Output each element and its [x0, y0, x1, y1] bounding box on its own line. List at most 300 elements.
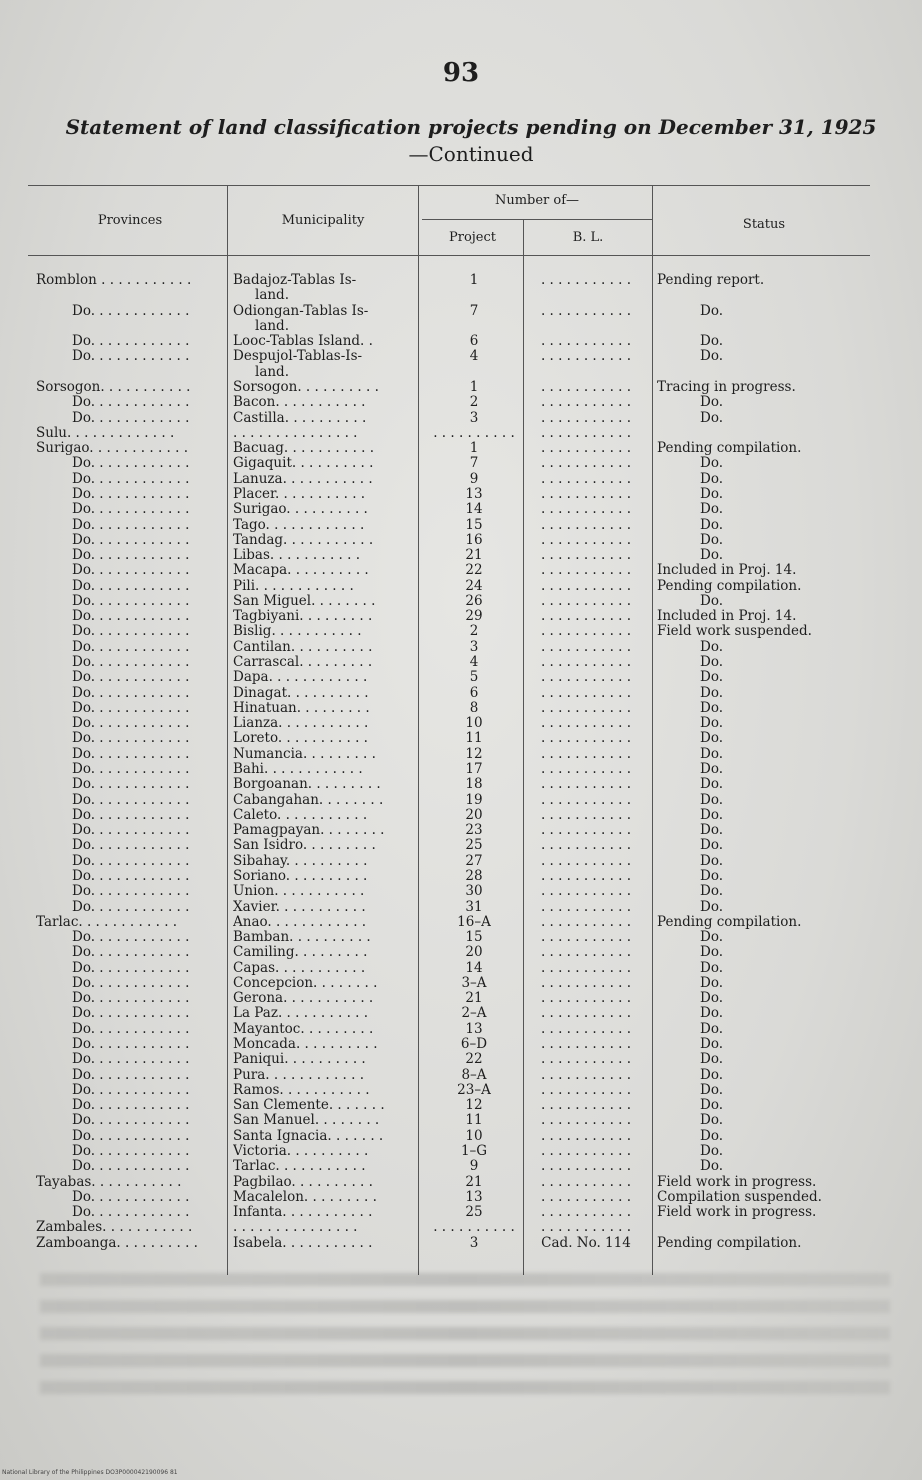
table-row — [0, 594, 922, 609]
municipality-cell: Odiongan-Tablas Is- — [233, 303, 369, 319]
project-cell: 7 — [469, 456, 479, 472]
province-cell: Do. . . . . . . . . . . . — [72, 1205, 190, 1221]
table-row — [0, 441, 922, 456]
bl-cell: . . . . . . . . . . . — [540, 1098, 632, 1114]
bl-cell: . . . . . . . . . . . — [540, 914, 632, 930]
project-cell: 5 — [469, 670, 479, 686]
province-cell: Do. . . . . . . . . . . . — [72, 945, 190, 961]
bl-cell: . . . . . . . . . . . — [540, 1144, 632, 1159]
municipality-cell: Bacuag. . . . . . . . . . . — [233, 441, 375, 457]
bl-cell: . . . . . . . . . . . — [540, 349, 632, 365]
table-row — [0, 349, 922, 364]
project-cell: 24 — [465, 578, 483, 594]
province-cell: Do. . . . . . . . . . . . — [72, 1098, 190, 1114]
table-row — [0, 838, 922, 853]
header-bottom-rule — [28, 255, 870, 256]
municipality-cell: Paniqui. . . . . . . . . . — [233, 1052, 366, 1068]
province-cell: Do. . . . . . . . . . . . — [72, 884, 190, 900]
status-cell: Do. — [700, 639, 724, 655]
table-row — [0, 747, 922, 762]
municipality-cell: San Isidro. . . . . . . . . — [233, 838, 376, 854]
status-cell: Do. — [700, 930, 724, 945]
header-provinces: Provinces — [97, 213, 163, 228]
bl-cell: . . . . . . . . . . . — [540, 1052, 632, 1068]
project-cell: 23 — [465, 823, 483, 839]
province-cell: Do. . . . . . . . . . . . — [72, 960, 190, 976]
province-cell: Do. . . . . . . . . . . . — [72, 700, 190, 716]
municipality-cell: Bahi. . . . . . . . . . . . — [233, 762, 363, 777]
table-row — [0, 670, 922, 685]
table-row — [0, 472, 922, 487]
status-cell: Do. — [700, 1037, 724, 1052]
table-row — [0, 1144, 922, 1159]
bl-cell: . . . . . . . . . . . — [540, 1128, 632, 1144]
province-cell: Do. . . . . . . . . . . . — [72, 578, 190, 594]
table-row — [0, 930, 922, 945]
bl-cell: . . . . . . . . . . . — [540, 563, 632, 579]
province-cell: Do. . . . . . . . . . . . — [72, 517, 190, 533]
table-row — [0, 945, 922, 960]
municipality-cell: Gerona. . . . . . . . . . . — [233, 991, 374, 1007]
bl-cell: . . . . . . . . . . . — [540, 1082, 632, 1098]
bleed-through-line — [40, 1381, 890, 1394]
province-cell: Do. . . . . . . . . . . . — [72, 716, 190, 732]
province-cell: Do. . . . . . . . . . . . — [72, 792, 190, 808]
province-cell: Do. . . . . . . . . . . . — [72, 762, 190, 777]
bl-cell: . . . . . . . . . . . — [540, 1189, 632, 1205]
bl-cell: . . . . . . . . . . . — [540, 838, 632, 854]
province-cell: Do. . . . . . . . . . . . — [72, 1037, 190, 1052]
bl-cell: . . . . . . . . . . . — [540, 425, 632, 441]
table-row — [0, 716, 922, 731]
project-cell: 23–A — [457, 1082, 491, 1098]
status-cell: Do. — [700, 823, 724, 839]
province-cell: Do. . . . . . . . . . . . — [72, 334, 190, 350]
bl-cell: . . . . . . . . . . . — [540, 716, 632, 732]
status-cell: Do. — [700, 593, 724, 609]
bl-cell: . . . . . . . . . . . — [540, 991, 632, 1007]
table-row — [0, 1159, 922, 1174]
municipality-cell: Libas. . . . . . . . . . . — [233, 548, 361, 563]
municipality-cell: . . . . . . . . . . . . . . . — [233, 425, 358, 441]
table-row — [0, 961, 922, 976]
province-cell: Sulu. . . . . . . . . . . . . — [36, 425, 175, 441]
province-cell: Do. . . . . . . . . . . . — [72, 1021, 190, 1037]
status-cell: Do. — [700, 731, 724, 747]
project-cell: 21 — [465, 1174, 483, 1190]
status-cell: Pending compilation. — [657, 441, 802, 457]
municipality-cell: Tago. . . . . . . . . . . . — [233, 517, 365, 533]
project-cell: 3 — [469, 410, 479, 426]
municipality-cell: Dapa. . . . . . . . . . . . — [233, 670, 368, 686]
table-row — [0, 288, 922, 303]
bleed-through-line — [40, 1354, 890, 1367]
municipality-cell: Victoria. . . . . . . . . . — [233, 1144, 369, 1159]
table-row — [0, 1220, 922, 1235]
project-cell: 12 — [465, 1098, 483, 1114]
status-cell: Do. — [700, 532, 724, 548]
municipality-cell: Xavier. . . . . . . . . . . — [233, 899, 366, 915]
table-row — [0, 991, 922, 1006]
bl-cell: . . . . . . . . . . . — [540, 930, 632, 945]
bl-cell: . . . . . . . . . . . — [540, 1205, 632, 1221]
table-row — [0, 319, 922, 334]
municipality-cell: land. — [255, 318, 289, 334]
project-cell: 16–A — [457, 914, 491, 930]
municipality-cell: Infanta. . . . . . . . . . . — [233, 1205, 373, 1221]
bl-cell: . . . . . . . . . . . — [540, 1037, 632, 1052]
municipality-cell: Lianza. . . . . . . . . . . — [233, 716, 369, 732]
project-cell: 4 — [469, 655, 479, 670]
bl-cell: . . . . . . . . . . . — [540, 548, 632, 563]
province-cell: Do. . . . . . . . . . . . — [72, 685, 190, 701]
table-row — [0, 334, 922, 349]
status-cell: Do. — [700, 471, 724, 487]
municipality-cell: Sorsogon. . . . . . . . . . — [233, 380, 379, 395]
status-cell: Pending compilation. — [657, 914, 802, 930]
page-number: 93 — [442, 58, 480, 88]
province-cell: Do. . . . . . . . . . . . — [72, 639, 190, 655]
province-cell: Sorsogon. . . . . . . . . . . — [36, 380, 191, 395]
bl-cell: . . . . . . . . . . . — [540, 670, 632, 686]
province-cell: Do. . . . . . . . . . . . — [72, 838, 190, 854]
province-cell: Tarlac. . . . . . . . . . . . — [36, 914, 178, 930]
bleed-through-line — [40, 1273, 890, 1286]
municipality-cell: Surigao. . . . . . . . . . — [233, 502, 368, 518]
status-cell: Do. — [700, 777, 724, 793]
table-row — [0, 777, 922, 792]
status-cell: Do. — [700, 517, 724, 533]
project-cell: 7 — [469, 303, 479, 319]
table-row — [0, 854, 922, 869]
project-cell: 17 — [465, 762, 483, 777]
project-cell: 20 — [465, 807, 483, 823]
bl-cell: . . . . . . . . . . . — [540, 777, 632, 793]
municipality-cell: Bacon. . . . . . . . . . . — [233, 395, 366, 411]
status-cell: Do. — [700, 303, 724, 319]
province-cell: Do. . . . . . . . . . . . — [72, 777, 190, 793]
province-cell: Do. . . . . . . . . . . . — [72, 807, 190, 823]
header-project: Project — [448, 230, 497, 245]
municipality-cell: Placer. . . . . . . . . . . — [233, 486, 366, 502]
bl-cell: . . . . . . . . . . . — [540, 1006, 632, 1022]
province-cell: Do. . . . . . . . . . . . — [72, 1006, 190, 1022]
municipality-cell: Cabangahan. . . . . . . . — [233, 792, 384, 808]
project-cell: 4 — [469, 349, 479, 365]
table-row — [0, 563, 922, 578]
project-cell: 1 — [469, 273, 479, 288]
table-row — [0, 579, 922, 594]
municipality-cell: Anao. . . . . . . . . . . . — [233, 914, 367, 930]
municipality-cell: Numancia. . . . . . . . . — [233, 746, 376, 762]
municipality-cell: Concepcion. . . . . . . . — [233, 975, 378, 991]
project-cell: 11 — [465, 731, 483, 747]
status-cell: Included in Proj. 14. — [657, 609, 797, 625]
status-cell: Field work in progress. — [657, 1174, 817, 1190]
project-cell: 27 — [465, 853, 483, 869]
status-cell: Do. — [700, 1021, 724, 1037]
province-cell: Do. . . . . . . . . . . . — [72, 532, 190, 548]
bl-cell: . . . . . . . . . . . — [540, 593, 632, 609]
municipality-cell: Carrascal. . . . . . . . . — [233, 655, 373, 670]
status-cell: Do. — [700, 899, 724, 915]
project-cell: 8 — [469, 700, 479, 716]
province-cell: Do. . . . . . . . . . . . — [72, 563, 190, 579]
bl-cell: . . . . . . . . . . . — [540, 1220, 632, 1236]
table-row — [0, 900, 922, 915]
bl-cell: . . . . . . . . . . . — [540, 823, 632, 839]
status-cell: Tracing in progress. — [657, 380, 796, 395]
municipality-cell: Macapa. . . . . . . . . . — [233, 563, 369, 579]
status-cell: Do. — [700, 991, 724, 1007]
municipality-cell: Looc-Tablas Island. . — [233, 334, 373, 350]
project-cell: 15 — [465, 930, 483, 945]
table-row — [0, 1083, 922, 1098]
status-cell: Field work suspended. — [657, 624, 812, 640]
table-row — [0, 1006, 922, 1021]
bl-cell: . . . . . . . . . . . — [540, 578, 632, 594]
project-cell: 13 — [465, 1021, 483, 1037]
municipality-cell: Cantilan. . . . . . . . . . — [233, 639, 373, 655]
bl-cell: . . . . . . . . . . . — [540, 975, 632, 991]
province-cell: Do. . . . . . . . . . . . — [72, 624, 190, 640]
province-cell: Tayabas. . . . . . . . . . . — [36, 1174, 182, 1190]
project-cell: 1–G — [460, 1144, 488, 1159]
bl-cell: . . . . . . . . . . . — [540, 380, 632, 395]
bl-cell: . . . . . . . . . . . — [540, 792, 632, 808]
municipality-cell: Union. . . . . . . . . . . — [233, 884, 365, 900]
province-cell: Do. . . . . . . . . . . . — [72, 991, 190, 1007]
municipality-cell: San Clemente. . . . . . . — [233, 1098, 385, 1114]
bl-cell: . . . . . . . . . . . — [540, 1159, 632, 1175]
table-row — [0, 1190, 922, 1205]
status-cell: Do. — [700, 1067, 724, 1083]
table-row — [0, 1052, 922, 1067]
province-cell: Do. . . . . . . . . . . . — [72, 1144, 190, 1159]
status-cell: Compilation suspended. — [657, 1189, 822, 1205]
table-row — [0, 640, 922, 655]
bl-cell: . . . . . . . . . . . — [540, 884, 632, 900]
project-cell: 9 — [469, 1159, 479, 1175]
table-row — [0, 365, 922, 380]
bl-cell: . . . . . . . . . . . — [540, 762, 632, 777]
municipality-cell: Tagbiyani. . . . . . . . . — [233, 609, 373, 625]
municipality-cell: Soriano. . . . . . . . . . — [233, 868, 368, 884]
table-row — [0, 686, 922, 701]
status-cell: Do. — [700, 1006, 724, 1022]
bl-cell: . . . . . . . . . . . — [540, 609, 632, 625]
bl-cell: . . . . . . . . . . . — [540, 685, 632, 701]
province-cell: Do. . . . . . . . . . . . — [72, 349, 190, 365]
status-cell: Pending report. — [657, 273, 765, 288]
province-cell: Do. . . . . . . . . . . . — [72, 1128, 190, 1144]
bl-cell: . . . . . . . . . . . — [540, 502, 632, 518]
status-cell: Do. — [700, 1144, 724, 1159]
table-row — [0, 1068, 922, 1083]
status-cell: Do. — [700, 700, 724, 716]
header-bl: B. L. — [572, 230, 604, 245]
municipality-cell: Hinatuan. . . . . . . . . — [233, 700, 370, 716]
province-cell: Do. . . . . . . . . . . . — [72, 746, 190, 762]
project-cell: 2–A — [461, 1006, 487, 1022]
province-cell: Zamboanga. . . . . . . . . . — [36, 1235, 198, 1251]
municipality-cell: San Miguel. . . . . . . . — [233, 593, 376, 609]
table-row — [0, 1113, 922, 1128]
municipality-cell: Pamagpayan. . . . . . . . — [233, 823, 385, 839]
project-cell: 20 — [465, 945, 483, 961]
table-row — [0, 1205, 922, 1220]
bl-cell: . . . . . . . . . . . — [540, 945, 632, 961]
municipality-cell: Borgoanan. . . . . . . . . — [233, 777, 381, 793]
table-row — [0, 884, 922, 899]
municipality-cell: Santa Ignacia. . . . . . . — [233, 1128, 384, 1144]
municipality-cell: land. — [255, 288, 289, 304]
province-cell: Do. . . . . . . . . . . . — [72, 899, 190, 915]
table-row — [0, 731, 922, 746]
municipality-cell: Dinagat. . . . . . . . . . — [233, 685, 369, 701]
table-row — [0, 701, 922, 716]
bl-cell: . . . . . . . . . . . — [540, 532, 632, 548]
title-text: Statement of land classification projects pending on December 31, 1925 — [65, 115, 877, 139]
municipality-cell: Badajoz-Tablas Is- — [233, 273, 357, 288]
province-cell: Zambales. . . . . . . . . . . — [36, 1220, 193, 1236]
table-row — [0, 456, 922, 471]
project-cell: 22 — [465, 1052, 483, 1068]
table-row — [0, 609, 922, 624]
status-cell: Do. — [700, 975, 724, 991]
table-row — [0, 1129, 922, 1144]
municipality-cell: Tandag. . . . . . . . . . . — [233, 532, 374, 548]
table-row — [0, 793, 922, 808]
project-cell: . . . . . . . . . . — [433, 425, 515, 441]
municipality-cell: La Paz. . . . . . . . . . . — [233, 1006, 369, 1022]
project-cell: 15 — [465, 517, 483, 533]
header-status: Status — [742, 217, 786, 232]
bl-cell: . . . . . . . . . . . — [540, 807, 632, 823]
project-cell: 12 — [465, 746, 483, 762]
bl-cell: . . . . . . . . . . . — [540, 517, 632, 533]
bl-cell: . . . . . . . . . . . — [540, 471, 632, 487]
province-cell: Romblon . . . . . . . . . . . — [36, 273, 192, 288]
municipality-cell: Moncada. . . . . . . . . . — [233, 1037, 378, 1052]
page-title — [60, 114, 882, 168]
table-row — [0, 502, 922, 517]
project-cell: 3 — [469, 1235, 479, 1251]
project-cell: 10 — [465, 716, 483, 732]
bl-cell: . . . . . . . . . . . — [540, 1174, 632, 1190]
table-row — [0, 395, 922, 410]
project-cell: 19 — [465, 792, 483, 808]
status-cell: Do. — [700, 670, 724, 686]
bl-cell: . . . . . . . . . . . — [540, 456, 632, 472]
status-cell: Do. — [700, 410, 724, 426]
municipality-cell: land. — [255, 364, 289, 380]
project-cell: 9 — [469, 471, 479, 487]
project-cell: 21 — [465, 548, 483, 563]
status-cell: Do. — [700, 395, 724, 411]
province-cell: Do. . . . . . . . . . . . — [72, 868, 190, 884]
project-cell: 3 — [469, 639, 479, 655]
number-of-rule — [422, 219, 652, 220]
project-cell: 16 — [465, 532, 483, 548]
table-row — [0, 869, 922, 884]
municipality-cell: Despujol-Tablas-Is- — [233, 349, 363, 365]
municipality-cell: Tarlac. . . . . . . . . . . — [233, 1159, 366, 1175]
status-cell: Do. — [700, 945, 724, 961]
table-row — [0, 1098, 922, 1113]
bl-cell: . . . . . . . . . . . — [540, 731, 632, 747]
project-cell: 8–A — [461, 1067, 487, 1083]
municipality-cell: Isabela. . . . . . . . . . . — [233, 1235, 373, 1251]
project-cell: 22 — [465, 563, 483, 579]
status-cell: Do. — [700, 716, 724, 732]
municipality-cell: Bislig. . . . . . . . . . . — [233, 624, 362, 640]
province-cell: Do. . . . . . . . . . . . — [72, 456, 190, 472]
bl-cell: . . . . . . . . . . . — [540, 746, 632, 762]
project-cell: 11 — [465, 1113, 483, 1129]
municipality-cell: Pura. . . . . . . . . . . . — [233, 1067, 364, 1083]
table-row — [0, 426, 922, 441]
project-cell: 6 — [469, 334, 479, 350]
status-cell: Do. — [700, 838, 724, 854]
table-row — [0, 976, 922, 991]
province-cell: Do. . . . . . . . . . . . — [72, 410, 190, 426]
bl-cell: . . . . . . . . . . . — [540, 624, 632, 640]
province-cell: Do. . . . . . . . . . . . — [72, 975, 190, 991]
status-cell: Do. — [700, 960, 724, 976]
status-cell: Do. — [700, 548, 724, 563]
province-cell: Do. . . . . . . . . . . . — [72, 823, 190, 839]
project-cell: 25 — [465, 1205, 483, 1221]
table-row — [0, 1236, 922, 1251]
municipality-cell: . . . . . . . . . . . . . . . — [233, 1220, 358, 1236]
municipality-cell: Camiling. . . . . . . . . — [233, 945, 368, 961]
municipality-cell: Macalelon. . . . . . . . . — [233, 1189, 377, 1205]
bl-cell: . . . . . . . . . . . — [540, 853, 632, 869]
bl-cell: . . . . . . . . . . . — [540, 410, 632, 426]
bl-cell: . . . . . . . . . . . — [540, 1113, 632, 1129]
table-row — [0, 1037, 922, 1052]
province-cell: Do. . . . . . . . . . . . — [72, 1052, 190, 1068]
table-top-rule — [28, 185, 870, 186]
project-cell: 31 — [465, 899, 483, 915]
bl-cell: . . . . . . . . . . . — [540, 303, 632, 319]
project-cell: 1 — [469, 380, 479, 395]
municipality-cell: Loreto. . . . . . . . . . . — [233, 731, 368, 747]
municipality-cell: Capas. . . . . . . . . . . — [233, 960, 366, 976]
province-cell: Do. . . . . . . . . . . . — [72, 930, 190, 945]
province-cell: Do. . . . . . . . . . . . — [72, 1159, 190, 1175]
status-cell: Do. — [700, 456, 724, 472]
province-cell: Do. . . . . . . . . . . . — [72, 655, 190, 670]
project-cell: 13 — [465, 1189, 483, 1205]
project-cell: 29 — [465, 609, 483, 625]
title-suffix: —Continued — [408, 142, 534, 166]
province-cell: Do. . . . . . . . . . . . — [72, 609, 190, 625]
province-cell: Do. . . . . . . . . . . . — [72, 502, 190, 518]
table-row — [0, 273, 922, 288]
bleed-through-line — [40, 1327, 890, 1340]
bl-cell: . . . . . . . . . . . — [540, 1067, 632, 1083]
project-cell: 13 — [465, 486, 483, 502]
province-cell: Do. . . . . . . . . . . . — [72, 395, 190, 411]
table-row — [0, 1175, 922, 1190]
project-cell: 6–D — [460, 1037, 488, 1052]
status-cell: Do. — [700, 1128, 724, 1144]
province-cell: Do. . . . . . . . . . . . — [72, 593, 190, 609]
status-cell: Do. — [700, 1082, 724, 1098]
status-cell: Do. — [700, 655, 724, 670]
